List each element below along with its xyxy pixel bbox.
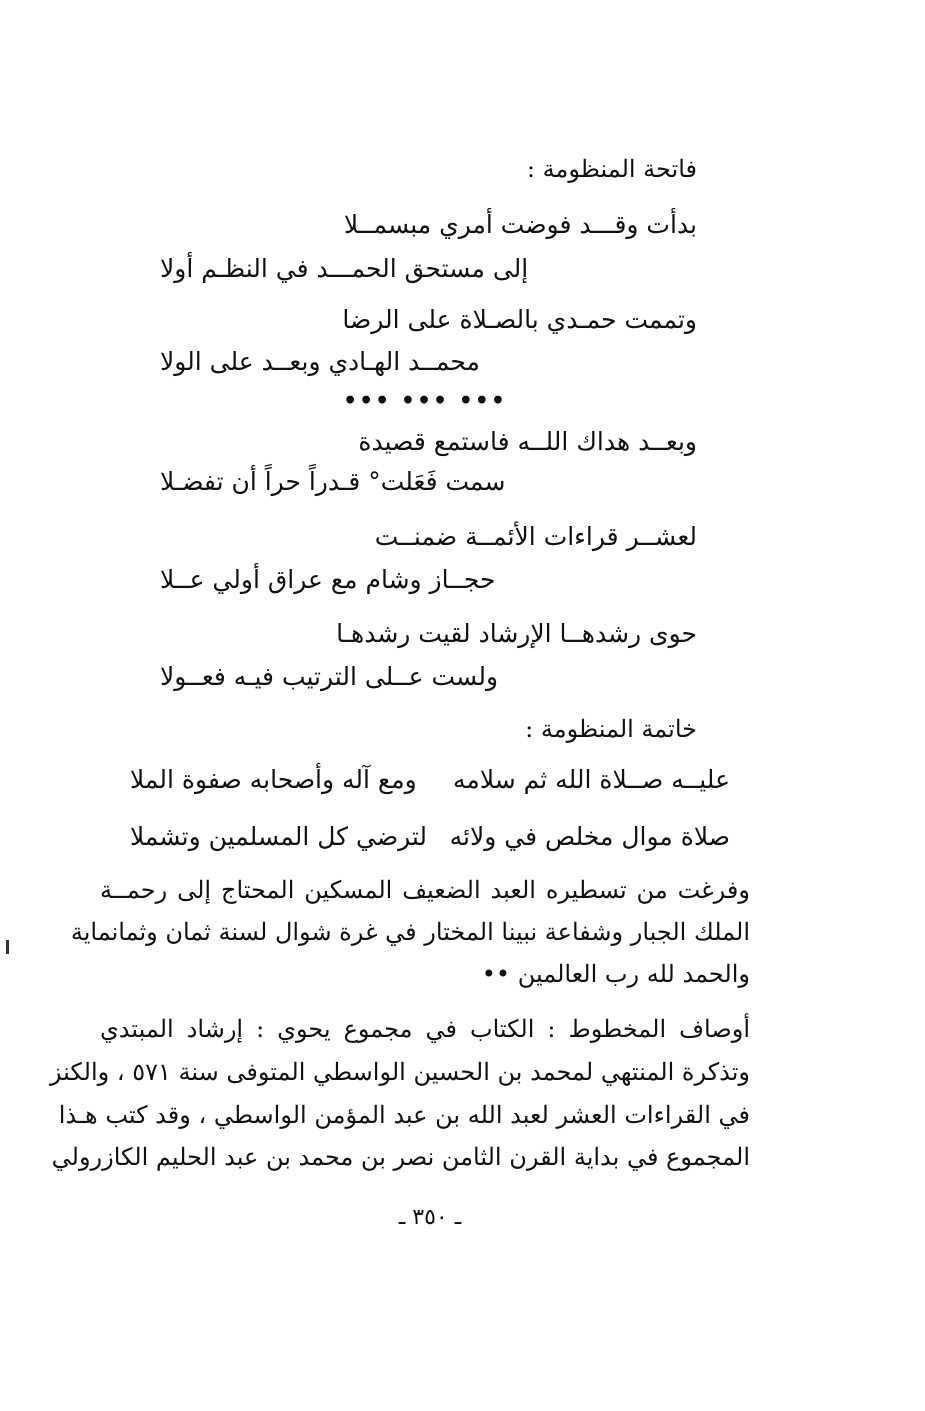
closing-verse-1-first: عليــه صــلاة الله ثم سلامه [453,765,730,794]
description-line-3: في القراءات العشر لعبد الله بن عبد المؤمن الواسطي ، وقد كتب هـذا [58,1101,750,1129]
opening-heading: فاتحة المنظومة : [526,155,697,183]
verse-separator: ••• ••• ••• [343,388,507,414]
verse-1-second-hemistich: إلى مستحق الحمـــد في النظـم أولا [160,254,529,283]
margin-mark [6,940,9,954]
verse-5-second-hemistich: ولست عــلى الترتيب فيـه فعــولا [160,662,499,691]
page-number: ـ ٣٥٠ ـ [398,1205,462,1230]
colophon-line-1: وفرغت من تسطيره العبد الضعيف المسكين المحتاج إلى رحمــة [100,876,750,904]
closing-verse-2-second: لترضي كل المسلمين وتشملا [130,822,428,851]
verse-4-second-hemistich: حجــاز وشام مع عراق أولي عــلا [160,565,496,594]
verse-2-first-hemistich: وتممت حمـدي بالصـلاة على الرضا [342,305,697,334]
verse-1-first-hemistich: بدأت وقـــد فوضت أمري مبسمــلا [343,210,697,239]
colophon-line-2: الملك الجبار وشفاعة نبينا المختار في غرة شوال لسنة ثمان وثمانماية [70,918,750,946]
description-line-2: وتذكرة المنتهي لمحمد بن الحسين الواسطي المتوفى سنة ٥٧١ ، والكنز [49,1058,750,1086]
verse-4-first-hemistich: لعشــر قراءات الأئمــة ضمنــت [374,522,697,551]
closing-verse-1 [130,765,730,805]
verse-3-second-hemistich: سمت فَعَلت° قـدراً حراً أن تفضـلا [160,467,506,496]
verse-2-second-hemistich: محمــد الهـادي وبعــد على الولا [160,347,480,376]
closing-heading: خاتمة المنظومة : [525,715,697,743]
verse-3-first-hemistich: وبعــد هداك اللــه فاستمع قصيدة [358,427,697,456]
description-line-1: أوصاف المخطوط : الكتاب في مجموع يحوي : إرشاد المبتدي [100,1015,750,1043]
closing-verse-1-second: ومع آله وأصحابه صفوة الملا [130,765,417,794]
closing-verse-2 [130,822,730,862]
colophon-line-3: والحمد لله رب العالمين •• [481,960,750,988]
verse-5-first-hemistich: حوى رشدهــا الإرشاد لقيت رشدهـا [336,619,697,648]
description-line-4: المجموع في بداية القرن الثامن نصر بن محمد بن عبد الحليم الكازرولي [51,1143,750,1171]
closing-verse-2-first: صلاة موال مخلص في ولائه [449,822,730,851]
